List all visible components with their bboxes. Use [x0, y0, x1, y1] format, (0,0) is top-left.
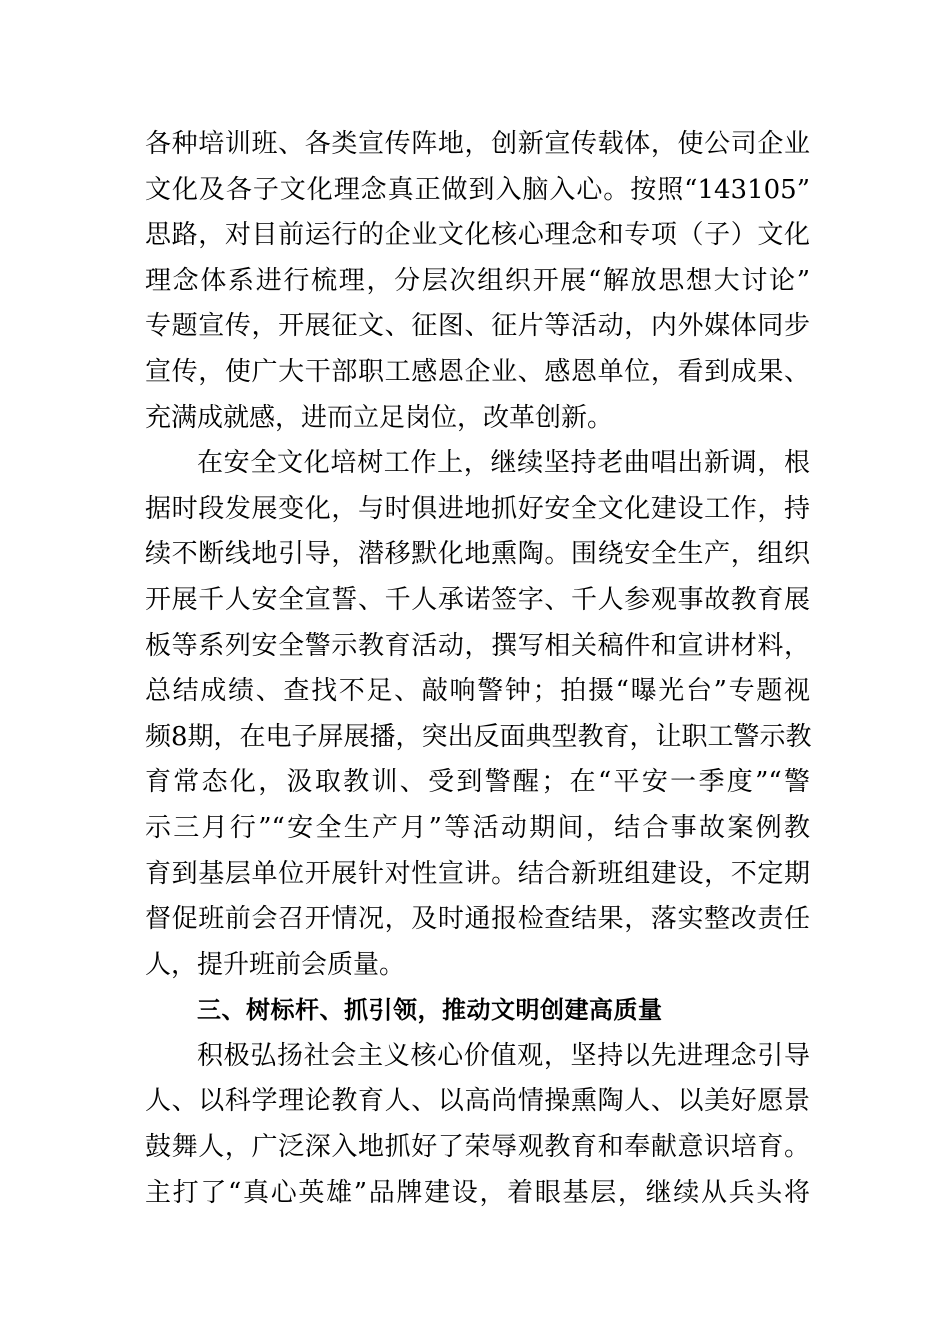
text-line: 示三月行”“安全生产月”等活动期间，结合事故案例教 — [145, 812, 810, 843]
paragraph-civilization — [145, 1034, 810, 1216]
text-line: 督促班前会召开情况，及时通报检查结果，落实整改责任 — [145, 904, 810, 935]
text-line: 人、以科学理论教育人、以高尚情操熏陶人、以美好愿景 — [145, 1086, 810, 1117]
text-line: 总结成绩、查找不足、敲响警钟；拍摄“曝光台”专题视 — [145, 676, 810, 707]
text-line: 育到基层单位开展针对性宣讲。结合新班组建设，不定期 — [145, 858, 810, 889]
text-line: 育常态化，汲取教训、受到警醒；在“平安一季度”“警 — [145, 767, 810, 798]
text-line: 频8期，在电子屏展播，突出反面典型教育，让职工警示教 — [145, 721, 812, 752]
text-line: 理念体系进行梳理，分层次组织开展“解放思想大讨论” — [145, 265, 810, 296]
text-line: 专题宣传，开展征文、征图、征片等活动，内外媒体同步 — [145, 311, 810, 342]
text-line: 思路，对目前运行的企业文化核心理念和专项（子）文化 — [145, 220, 810, 251]
text-line: 充满成就感，进而立足岗位，改革创新。 — [145, 402, 614, 433]
text-line: 据时段发展变化，与时俱进地抓好安全文化建设工作，持 — [145, 493, 810, 524]
text-line: 各种培训班、各类宣传阵地，创新宣传载体，使公司企业 — [145, 129, 810, 159]
text-line: 板等系列安全警示教育活动，撰写相关稿件和宣讲材料， — [145, 630, 810, 661]
text-line: 主打了“真心英雄”品牌建设，着眼基层，继续从兵头将 — [145, 1177, 810, 1208]
text-line: 在安全文化培树工作上，继续坚持老曲唱出新调，根 — [197, 448, 810, 479]
text-line: 宣传，使广大干部职工感恩企业、感恩单位，看到成果、 — [145, 356, 810, 387]
paragraph-safety-culture — [145, 441, 810, 988]
section-heading: 三、树标杆、抓引领，推动文明创建高质量 — [197, 996, 663, 1025]
text-line: 积极弘扬社会主义核心价值观，坚持以先进理念引导 — [197, 1040, 810, 1071]
text-line: 人，提升班前会质量。 — [145, 949, 406, 980]
text-line: 文化及各子文化理念真正做到入脑入心。按照“143105” — [145, 174, 810, 205]
text-line: 续不断线地引导，潜移默化地熏陶。围绕安全生产，组织 — [145, 539, 810, 570]
paragraph-culture-promotion — [145, 122, 810, 441]
text-line: 开展千人安全宣誓、千人承诺签字、千人参观事故教育展 — [145, 584, 810, 615]
document-body — [145, 122, 810, 1216]
text-line: 鼓舞人，广泛深入地抓好了荣辱观教育和奉献意识培育。 — [145, 1132, 810, 1163]
